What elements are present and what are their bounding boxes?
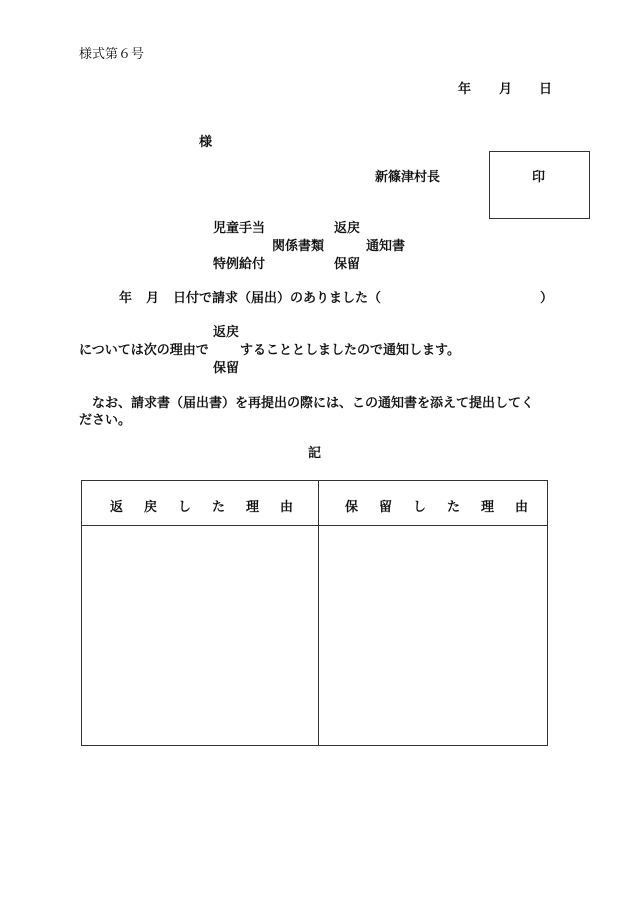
title-option-middle: 関係書類 (272, 239, 325, 254)
form-number: 様式第６号 (79, 47, 145, 62)
reason-text-after: することとしましたので通知します。 (240, 343, 460, 358)
return-reason-header: 返 戻 し た 理 由 (110, 500, 294, 515)
hold-reason-cell[interactable] (319, 526, 547, 745)
request-line-close: ） (540, 291, 554, 306)
seal-label: 印 (532, 170, 546, 185)
request-month-label: 月 (146, 291, 160, 306)
note-line-1: なお、請求書（届出書）を再提出の際には、この通知書を添えて提出してく (92, 396, 535, 411)
addressee-suffix: 様 (199, 135, 213, 150)
title-suffix: 通知書 (366, 239, 406, 254)
request-year-label: 年 (119, 291, 133, 306)
ki-heading: 記 (308, 446, 322, 461)
reason-action-bottom: 保留 (213, 361, 240, 376)
title-action-bottom: 保留 (334, 257, 361, 272)
title-option-top: 児童手当 (213, 221, 266, 236)
reasons-table (81, 480, 548, 746)
hold-reason-header: 保 留 し た 理 由 (345, 500, 529, 515)
return-reason-cell[interactable] (82, 526, 318, 745)
date-month-label: 月 (499, 82, 513, 97)
issuer-name: 新篠津村長 (375, 170, 441, 185)
request-line-text: 日付で請求（届出）のありました（ (173, 291, 382, 306)
reason-action-top: 返戻 (213, 325, 240, 340)
date-year-label: 年 (458, 82, 472, 97)
date-day-label: 日 (539, 82, 553, 97)
title-action-top: 返戻 (334, 221, 361, 236)
reason-text-before: については次の理由で (79, 343, 209, 358)
title-option-bottom: 特例給付 (213, 257, 266, 272)
note-line-2: ださい。 (79, 413, 132, 428)
